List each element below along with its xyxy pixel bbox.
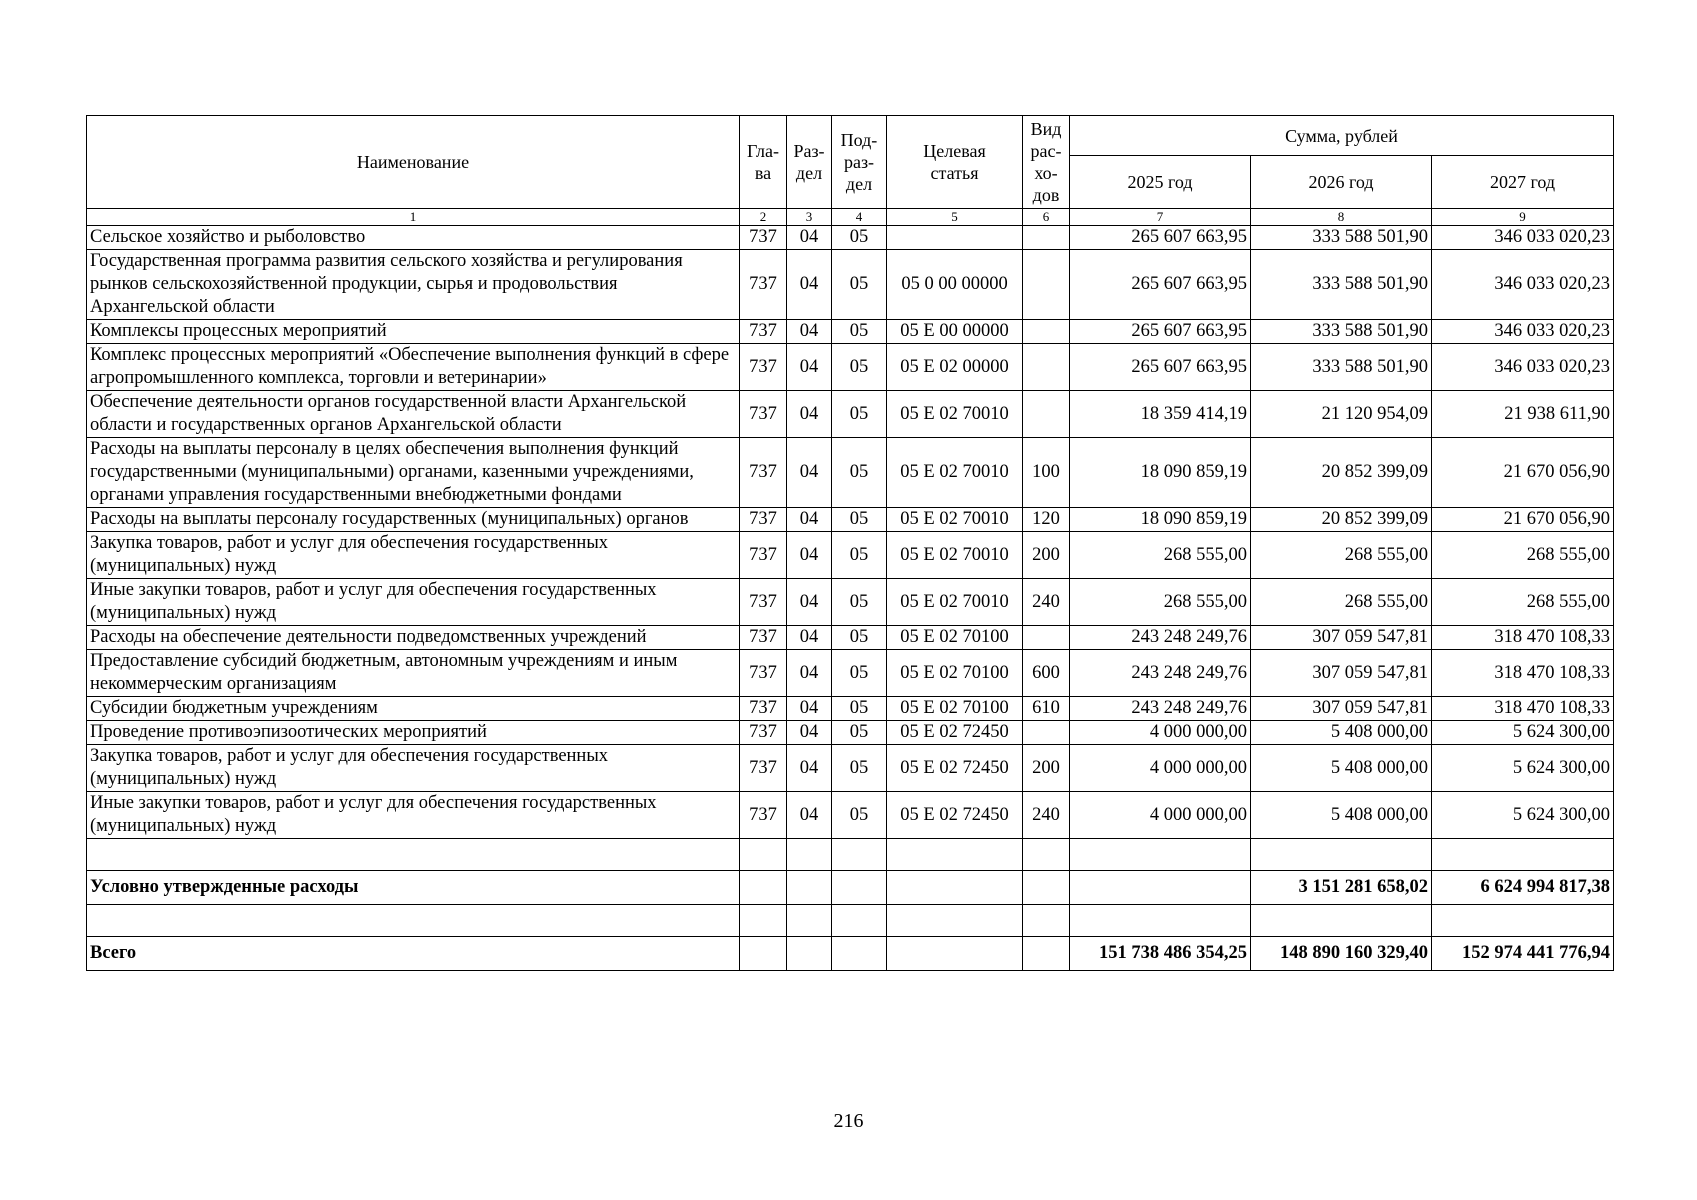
row-subsection: 05 bbox=[832, 626, 887, 650]
row-amount-2026: 307 059 547,81 bbox=[1251, 697, 1432, 721]
row-expense-type: 120 bbox=[1023, 508, 1070, 532]
table-row bbox=[87, 579, 1614, 626]
row-name: Обеспечение деятельности органов государственной власти Архангельской области и государственных органов Архангельской области bbox=[87, 391, 740, 438]
row-expense-type bbox=[1023, 344, 1070, 391]
row-subsection: 05 bbox=[832, 250, 887, 320]
row-section: 04 bbox=[787, 438, 832, 508]
table-row bbox=[87, 697, 1614, 721]
row-subsection: 05 bbox=[832, 438, 887, 508]
row-amount-2025: 265 607 663,95 bbox=[1070, 226, 1251, 250]
row-amount-2027: 318 470 108,33 bbox=[1432, 626, 1614, 650]
row-name: Предоставление субсидий бюджетным, автономным учреждениям и иным некоммерческим организациям bbox=[87, 650, 740, 697]
row-amount-2026: 20 852 399,09 bbox=[1251, 508, 1432, 532]
row-expense-type: 610 bbox=[1023, 697, 1070, 721]
row-expense-type bbox=[1023, 626, 1070, 650]
table-row bbox=[87, 626, 1614, 650]
row-expense-type: 240 bbox=[1023, 579, 1070, 626]
total-2026: 148 890 160 329,40 bbox=[1251, 937, 1432, 971]
header-target: Целевая статья bbox=[887, 116, 1023, 209]
table-row bbox=[87, 250, 1614, 320]
table-row bbox=[87, 226, 1614, 250]
row-chapter: 737 bbox=[740, 579, 787, 626]
table-header bbox=[87, 116, 1614, 226]
table-row bbox=[87, 344, 1614, 391]
row-section: 04 bbox=[787, 721, 832, 745]
row-amount-2026: 5 408 000,00 bbox=[1251, 721, 1432, 745]
row-name: Субсидии бюджетным учреждениям bbox=[87, 697, 740, 721]
row-section: 04 bbox=[787, 579, 832, 626]
row-section: 04 bbox=[787, 626, 832, 650]
row-amount-2025: 4 000 000,00 bbox=[1070, 721, 1251, 745]
row-amount-2026: 268 555,00 bbox=[1251, 579, 1432, 626]
row-subsection: 05 bbox=[832, 344, 887, 391]
row-amount-2027: 21 670 056,90 bbox=[1432, 438, 1614, 508]
header-chapter: Гла- ва bbox=[740, 116, 787, 209]
row-subsection: 05 bbox=[832, 792, 887, 839]
row-subsection: 05 bbox=[832, 226, 887, 250]
row-name: Расходы на обеспечение деятельности подведомственных учреждений bbox=[87, 626, 740, 650]
column-number-row bbox=[87, 209, 1614, 226]
row-section: 04 bbox=[787, 532, 832, 579]
row-chapter: 737 bbox=[740, 344, 787, 391]
row-name: Комплексы процессных мероприятий bbox=[87, 320, 740, 344]
row-amount-2025: 243 248 249,76 bbox=[1070, 697, 1251, 721]
total-row bbox=[87, 937, 1614, 971]
header-year-2027: 2027 год bbox=[1432, 156, 1614, 209]
row-amount-2025: 243 248 249,76 bbox=[1070, 650, 1251, 697]
row-name: Сельское хозяйство и рыболовство bbox=[87, 226, 740, 250]
row-amount-2025: 268 555,00 bbox=[1070, 532, 1251, 579]
row-chapter: 737 bbox=[740, 532, 787, 579]
row-name: Иные закупки товаров, работ и услуг для обеспечения государственных (муниципальных) нужд bbox=[87, 579, 740, 626]
row-section: 04 bbox=[787, 745, 832, 792]
row-target-article: 05 Е 02 70100 bbox=[887, 650, 1023, 697]
column-number: 8 bbox=[1251, 209, 1432, 226]
row-amount-2027: 5 624 300,00 bbox=[1432, 792, 1614, 839]
total-2027: 152 974 441 776,94 bbox=[1432, 937, 1614, 971]
row-subsection: 05 bbox=[832, 697, 887, 721]
conditional-expenses-label: Условно утвержденные расходы bbox=[87, 871, 740, 905]
row-target-article: 05 Е 02 70010 bbox=[887, 508, 1023, 532]
row-target-article: 05 Е 02 72450 bbox=[887, 745, 1023, 792]
row-amount-2027: 318 470 108,33 bbox=[1432, 697, 1614, 721]
column-number: 5 bbox=[887, 209, 1023, 226]
row-amount-2025: 243 248 249,76 bbox=[1070, 626, 1251, 650]
header-name: Наименование bbox=[87, 116, 740, 209]
row-subsection: 05 bbox=[832, 320, 887, 344]
total-2025: 151 738 486 354,25 bbox=[1070, 937, 1251, 971]
row-section: 04 bbox=[787, 391, 832, 438]
row-name: Комплекс процессных мероприятий «Обеспечение выполнения функций в сфере агропромышленного комплекса, торговли и ветеринарии» bbox=[87, 344, 740, 391]
header-section: Раз- дел bbox=[787, 116, 832, 209]
table-row bbox=[87, 721, 1614, 745]
row-target-article: 05 Е 02 72450 bbox=[887, 792, 1023, 839]
row-amount-2027: 21 938 611,90 bbox=[1432, 391, 1614, 438]
row-amount-2027: 268 555,00 bbox=[1432, 532, 1614, 579]
row-amount-2027: 5 624 300,00 bbox=[1432, 721, 1614, 745]
row-section: 04 bbox=[787, 792, 832, 839]
total-label: Всего bbox=[87, 937, 740, 971]
conditional-expenses-row bbox=[87, 871, 1614, 905]
column-number: 3 bbox=[787, 209, 832, 226]
conditional-2026: 3 151 281 658,02 bbox=[1251, 871, 1432, 905]
row-amount-2025: 18 090 859,19 bbox=[1070, 508, 1251, 532]
row-target-article: 05 Е 00 00000 bbox=[887, 320, 1023, 344]
row-name: Расходы на выплаты персоналу в целях обеспечения выполнения функций государственными (муниципальными) органами, казенными учреждениями, органами управления государственными внебюджетными фондами bbox=[87, 438, 740, 508]
row-expense-type: 200 bbox=[1023, 532, 1070, 579]
row-expense-type: 100 bbox=[1023, 438, 1070, 508]
row-amount-2026: 333 588 501,90 bbox=[1251, 250, 1432, 320]
row-subsection: 05 bbox=[832, 721, 887, 745]
row-chapter: 737 bbox=[740, 250, 787, 320]
row-target-article: 05 Е 02 00000 bbox=[887, 344, 1023, 391]
row-chapter: 737 bbox=[740, 391, 787, 438]
row-amount-2025: 268 555,00 bbox=[1070, 579, 1251, 626]
row-chapter: 737 bbox=[740, 697, 787, 721]
row-target-article: 05 Е 02 70010 bbox=[887, 438, 1023, 508]
row-chapter: 737 bbox=[740, 508, 787, 532]
column-number: 6 bbox=[1023, 209, 1070, 226]
header-subsection: Под- раз- дел bbox=[832, 116, 887, 209]
row-section: 04 bbox=[787, 650, 832, 697]
row-name: Государственная программа развития сельского хозяйства и регулирования рынков сельскохозяйственной продукции, сырья и продовольствия Архангельской области bbox=[87, 250, 740, 320]
row-amount-2025: 18 359 414,19 bbox=[1070, 391, 1251, 438]
table-footer bbox=[87, 839, 1614, 971]
row-amount-2026: 5 408 000,00 bbox=[1251, 792, 1432, 839]
row-amount-2026: 333 588 501,90 bbox=[1251, 344, 1432, 391]
row-chapter: 737 bbox=[740, 650, 787, 697]
row-amount-2027: 268 555,00 bbox=[1432, 579, 1614, 626]
row-section: 04 bbox=[787, 344, 832, 391]
header-year-2026: 2026 год bbox=[1251, 156, 1432, 209]
row-chapter: 737 bbox=[740, 721, 787, 745]
table-row bbox=[87, 391, 1614, 438]
table-row bbox=[87, 508, 1614, 532]
budget-table bbox=[86, 115, 1614, 971]
conditional-2027: 6 624 994 817,38 bbox=[1432, 871, 1614, 905]
row-chapter: 737 bbox=[740, 792, 787, 839]
column-number: 1 bbox=[87, 209, 740, 226]
row-subsection: 05 bbox=[832, 532, 887, 579]
row-name: Проведение противоэпизоотических мероприятий bbox=[87, 721, 740, 745]
header-expense-type: Вид рас- хо- дов bbox=[1023, 116, 1070, 209]
column-number: 9 bbox=[1432, 209, 1614, 226]
row-amount-2026: 5 408 000,00 bbox=[1251, 745, 1432, 792]
column-number: 4 bbox=[832, 209, 887, 226]
row-name: Закупка товаров, работ и услуг для обеспечения государственных (муниципальных) нужд bbox=[87, 532, 740, 579]
row-amount-2027: 346 033 020,23 bbox=[1432, 320, 1614, 344]
row-amount-2025: 18 090 859,19 bbox=[1070, 438, 1251, 508]
row-expense-type: 200 bbox=[1023, 745, 1070, 792]
row-expense-type bbox=[1023, 226, 1070, 250]
column-number: 2 bbox=[740, 209, 787, 226]
row-section: 04 bbox=[787, 250, 832, 320]
row-amount-2025: 265 607 663,95 bbox=[1070, 344, 1251, 391]
row-name: Иные закупки товаров, работ и услуг для обеспечения государственных (муниципальных) нужд bbox=[87, 792, 740, 839]
row-expense-type: 240 bbox=[1023, 792, 1070, 839]
row-amount-2027: 318 470 108,33 bbox=[1432, 650, 1614, 697]
row-target-article: 05 Е 02 70100 bbox=[887, 697, 1023, 721]
row-amount-2026: 333 588 501,90 bbox=[1251, 226, 1432, 250]
row-amount-2026: 21 120 954,09 bbox=[1251, 391, 1432, 438]
row-target-article: 05 0 00 00000 bbox=[887, 250, 1023, 320]
row-amount-2026: 333 588 501,90 bbox=[1251, 320, 1432, 344]
row-target-article: 05 Е 02 70100 bbox=[887, 626, 1023, 650]
spacer-row bbox=[87, 839, 1614, 871]
row-chapter: 737 bbox=[740, 226, 787, 250]
row-amount-2027: 346 033 020,23 bbox=[1432, 344, 1614, 391]
row-subsection: 05 bbox=[832, 579, 887, 626]
row-chapter: 737 bbox=[740, 438, 787, 508]
row-amount-2026: 307 059 547,81 bbox=[1251, 626, 1432, 650]
row-name: Закупка товаров, работ и услуг для обеспечения государственных (муниципальных) нужд bbox=[87, 745, 740, 792]
row-section: 04 bbox=[787, 320, 832, 344]
row-amount-2027: 346 033 020,23 bbox=[1432, 250, 1614, 320]
row-amount-2025: 265 607 663,95 bbox=[1070, 320, 1251, 344]
row-chapter: 737 bbox=[740, 626, 787, 650]
row-expense-type bbox=[1023, 721, 1070, 745]
row-amount-2027: 21 670 056,90 bbox=[1432, 508, 1614, 532]
row-amount-2025: 265 607 663,95 bbox=[1070, 250, 1251, 320]
row-expense-type bbox=[1023, 391, 1070, 438]
header-sum-group: Сумма, рублей bbox=[1070, 116, 1614, 156]
row-target-article: 05 Е 02 72450 bbox=[887, 721, 1023, 745]
row-amount-2026: 307 059 547,81 bbox=[1251, 650, 1432, 697]
table-row bbox=[87, 438, 1614, 508]
page-number: 216 bbox=[833, 1110, 864, 1132]
row-amount-2025: 4 000 000,00 bbox=[1070, 745, 1251, 792]
row-section: 04 bbox=[787, 508, 832, 532]
conditional-2025 bbox=[1070, 871, 1251, 905]
row-chapter: 737 bbox=[740, 745, 787, 792]
table-row bbox=[87, 745, 1614, 792]
row-section: 04 bbox=[787, 697, 832, 721]
row-amount-2025: 4 000 000,00 bbox=[1070, 792, 1251, 839]
header-year-2025: 2025 год bbox=[1070, 156, 1251, 209]
row-amount-2027: 346 033 020,23 bbox=[1432, 226, 1614, 250]
row-subsection: 05 bbox=[832, 391, 887, 438]
row-expense-type bbox=[1023, 250, 1070, 320]
table-body bbox=[87, 226, 1614, 839]
row-chapter: 737 bbox=[740, 320, 787, 344]
row-expense-type: 600 bbox=[1023, 650, 1070, 697]
row-subsection: 05 bbox=[832, 650, 887, 697]
row-amount-2026: 268 555,00 bbox=[1251, 532, 1432, 579]
row-target-article bbox=[887, 226, 1023, 250]
spacer-row bbox=[87, 905, 1614, 937]
row-amount-2026: 20 852 399,09 bbox=[1251, 438, 1432, 508]
table-row bbox=[87, 320, 1614, 344]
row-expense-type bbox=[1023, 320, 1070, 344]
row-name: Расходы на выплаты персоналу государственных (муниципальных) органов bbox=[87, 508, 740, 532]
row-subsection: 05 bbox=[832, 508, 887, 532]
row-target-article: 05 Е 02 70010 bbox=[887, 532, 1023, 579]
table-row bbox=[87, 532, 1614, 579]
row-target-article: 05 Е 02 70010 bbox=[887, 391, 1023, 438]
row-subsection: 05 bbox=[832, 745, 887, 792]
table-row bbox=[87, 792, 1614, 839]
row-target-article: 05 Е 02 70010 bbox=[887, 579, 1023, 626]
column-number: 7 bbox=[1070, 209, 1251, 226]
table-row bbox=[87, 650, 1614, 697]
row-section: 04 bbox=[787, 226, 832, 250]
row-amount-2027: 5 624 300,00 bbox=[1432, 745, 1614, 792]
